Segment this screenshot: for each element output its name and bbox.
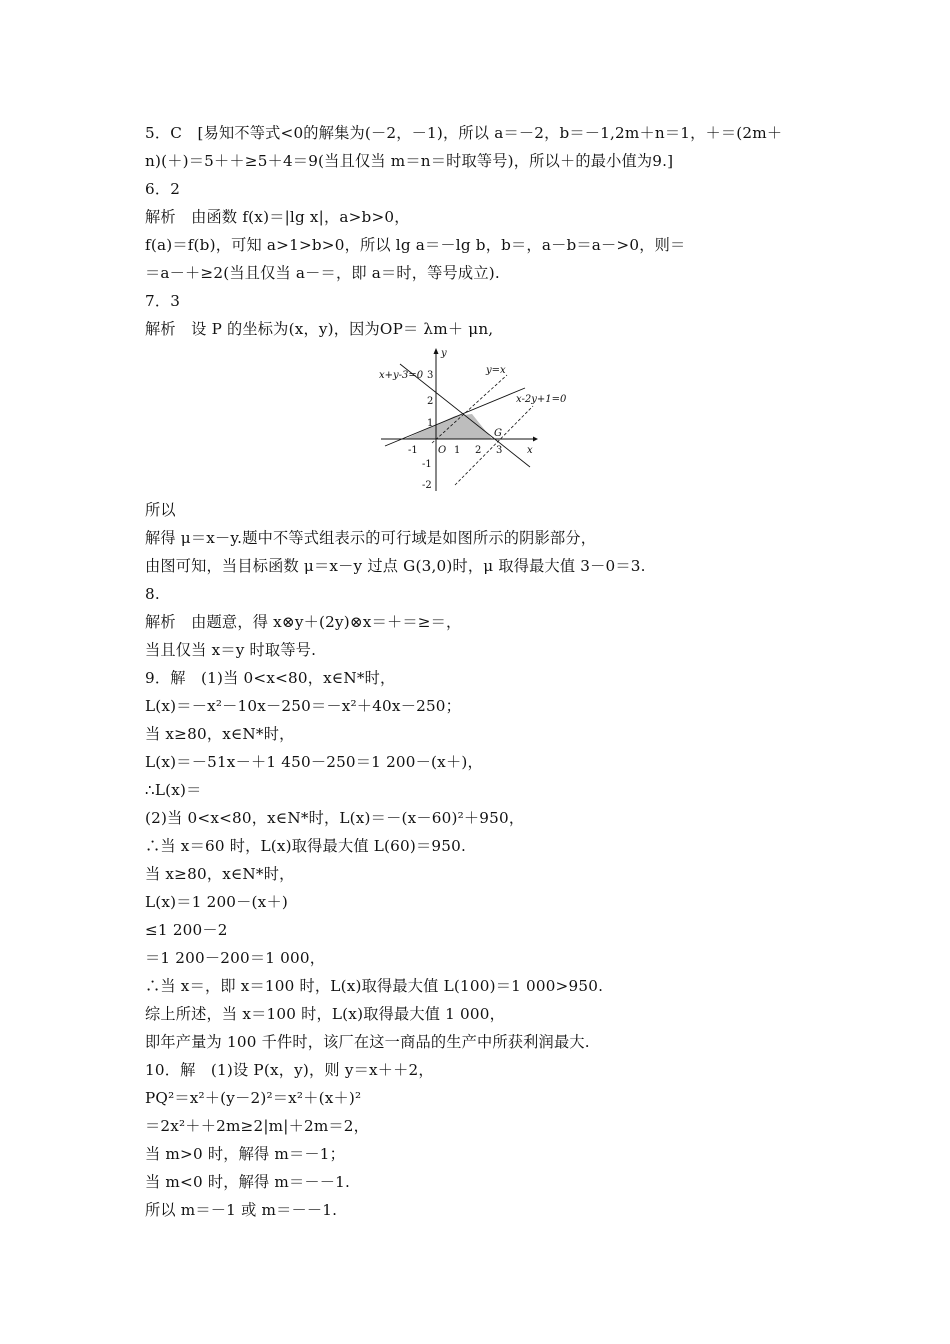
y-tick-label: 3 (427, 370, 434, 381)
text-line: 当 m<0 时，解得 m＝－－1. (145, 1173, 351, 1191)
y-tick-label: -2 (422, 480, 432, 491)
y-tick-label: -1 (422, 459, 432, 470)
text-line: n)(＋)＝5＋＋≥5＋4＝9(当且仅当 m＝n＝时取等号)，所以＋的最小值为9.] (145, 152, 674, 170)
axis-y-label: y (441, 348, 447, 359)
point-g-label: G (494, 428, 502, 439)
text-line: 由图可知，当目标函数 μ＝x－y 过点 G(3,0)时，μ 取得最大值 3－0＝3. (145, 557, 646, 575)
text-line: ≤1 200－2 (145, 921, 228, 939)
text-line: 8. (145, 585, 160, 603)
text-line: 即年产量为 100 千件时，该厂在这一商品的生产中所获利润最大. (145, 1033, 590, 1051)
text-line: 7．3 (145, 292, 181, 310)
text-line: L(x)＝－x²－10x－250＝－x²＋40x－250； (145, 697, 462, 715)
text-line: 所以 (145, 501, 176, 519)
text-line: 当 m>0 时，解得 m＝－1； (145, 1145, 346, 1163)
text-line: ∴当 x＝，即 x＝100 时，L(x)取得最大值 L(100)＝1 000>950. (145, 977, 604, 995)
text-line: 10．解 (1)设 P(x，y)，则 y＝x＋＋2， (145, 1061, 434, 1079)
text-line: 当 x≥80，x∈N*时， (145, 725, 295, 743)
axis-x-label: x (527, 445, 533, 456)
text-line: 6．2 (145, 180, 181, 198)
text-line: 解析 设 P 的坐标为(x，y)，因为OP＝ λm＋ μn, (145, 320, 494, 338)
x-tick-label: 2 (475, 445, 482, 456)
text-line: 所以 m＝－1 或 m＝－－1. (145, 1201, 338, 1219)
origin-label: O (438, 445, 447, 456)
feasible-region-figure (375, 343, 575, 493)
x-tick-label: -1 (408, 445, 418, 456)
text-line: 综上所述，当 x＝100 时，L(x)取得最大值 1 000， (145, 1005, 506, 1023)
text-line: ＝a－＋≥2(当且仅当 a－＝，即 a＝时，等号成立). (145, 264, 500, 282)
text-line: (2)当 0<x<80，x∈N*时，L(x)＝－(x－60)²＋950， (145, 809, 525, 827)
text-line: ∴L(x)＝ (145, 781, 202, 799)
text-line: f(a)＝f(b)，可知 a>1>b>0，所以 lg a＝－lg b，b＝，a－b＝a－>0，则＝ (145, 236, 686, 254)
x-axis-arrow (533, 437, 538, 442)
line1-label: x+y-3=0 (379, 370, 424, 381)
text-line: 解得 μ＝x－y.题中不等式组表示的可行域是如图所示的阴影部分， (145, 529, 597, 547)
line3-label: x-2y+1=0 (516, 394, 567, 405)
text-line: L(x)＝－51x－＋1 450－250＝1 200－(x＋)， (145, 753, 483, 771)
text-line: PQ²＝x²＋(y－2)²＝x²＋(x＋)² (145, 1089, 362, 1107)
text-line: ＝1 200－200＝1 000， (145, 949, 326, 967)
y-tick-label: 1 (427, 418, 434, 429)
text-line: ＝2x²＋＋2m≥2|m|＋2m＝2， (145, 1117, 370, 1135)
text-line: 5．C [易知不等式<0的解集为(－2，－1)，所以 a＝－2，b＝－1,2m＋n＝1，＋＝(2m＋ (145, 124, 783, 142)
y-axis-arrow (434, 348, 439, 354)
text-line: 9．解 (1)当 0<x<80，x∈N*时， (145, 669, 396, 687)
text-line: L(x)＝1 200－(x＋) (145, 893, 288, 911)
line2-label: y=x (486, 365, 506, 376)
x-tick-label: 3 (496, 445, 503, 456)
y-tick-label: 2 (427, 396, 434, 407)
text-line: 当 x≥80，x∈N*时， (145, 865, 295, 883)
text-line: ∴当 x＝60 时，L(x)取得最大值 L(60)＝950. (145, 837, 467, 855)
text-line: 当且仅当 x＝y 时取等号. (145, 641, 317, 659)
x-tick-label: 1 (454, 445, 461, 456)
text-line: 解析 由函数 f(x)＝|lg x|，a>b>0， (145, 208, 410, 226)
text-line: 解析 由题意，得 x⊗y＋(2y)⊗x＝＋＝≥＝， (145, 613, 462, 631)
